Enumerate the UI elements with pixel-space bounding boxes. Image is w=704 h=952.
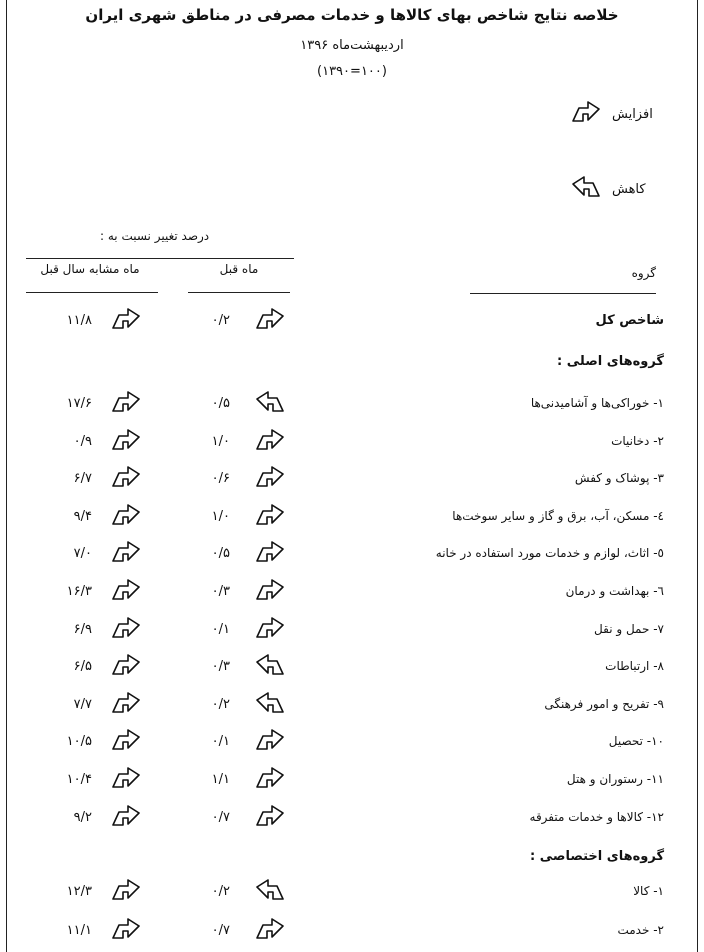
prev-month-value-main-2: ۱/۰: [211, 433, 230, 449]
prev-month-value-main-4: ۱/۰: [211, 508, 230, 524]
row-label-main-5: ٥- اثاث، لوازم و خدمات مورد استفاده در خانه: [435, 546, 664, 561]
prev-year-value-main-2: ۰/۹: [73, 433, 92, 449]
legend-decrease-label: کاهش: [612, 181, 646, 197]
prev-month-value-main-7: ۰/۱: [211, 621, 230, 637]
row-label-main-7: ۷- حمل و نقل: [594, 621, 664, 636]
prev-month-value-special-1: ۰/۲: [211, 884, 230, 899]
prev-month-main-6-increase-arrow-icon: [254, 578, 286, 602]
prev-year-main-8-increase-arrow-icon: [110, 653, 142, 677]
col-prev-month-underline: [188, 292, 290, 293]
document-title: خلاصه نتایج شاخص بهای کالاها و خدمات مصرفی در مناطق شهری ایران: [85, 6, 619, 24]
row-label-total: شاخص کل: [595, 313, 664, 328]
row-label-special-1: ۱- کالا: [633, 884, 664, 898]
row-label-special-2: ۲- خدمت: [617, 923, 664, 937]
col-header-prev-month: ماه قبل: [219, 262, 259, 276]
prev-year-value-main-10: ۱۰/۵: [66, 734, 92, 750]
row-label-main-6: ٦- بهداشت و درمان: [565, 584, 664, 598]
prev-year-value-special-2: ۱۱/۱: [66, 923, 92, 938]
prev-month-value-main-5: ۰/۵: [211, 546, 230, 562]
row-label-main-8: ۸- ارتباطات: [605, 659, 664, 674]
prev-month-value-main-8: ۰/۳: [211, 659, 230, 675]
prev-month-main-7-increase-arrow-icon: [254, 616, 286, 640]
row-label-main-11: ۱۱- رستوران و هتل: [566, 772, 664, 786]
prev-month-main-1-decrease-arrow-icon: [254, 390, 286, 414]
prev-month-special-1-decrease-arrow-icon: [254, 878, 286, 902]
group-header: گروه: [631, 266, 656, 280]
row-label-main-2: ۲- دخانیات: [611, 433, 664, 448]
prev-month-value-main-9: ۰/۲: [211, 696, 230, 712]
increase-arrow-icon: [570, 100, 602, 128]
prev-year-main-1-increase-arrow-icon: [110, 390, 142, 414]
change-note: درصد تغییر نسبت به :: [100, 229, 210, 243]
note-underline: [26, 258, 294, 259]
prev-year-value-main-8: ۶/۵: [73, 659, 92, 675]
prev-month-main-3-increase-arrow-icon: [254, 465, 286, 489]
prev-month-main-4-increase-arrow-icon: [254, 503, 286, 527]
row-label-main-4: ٤- مسکن، آب، برق و گاز و سایر سوخت‌ها: [452, 508, 664, 523]
row-label-main-10: ۱۰- تحصیل: [608, 734, 664, 749]
section-heading-main: گروه‌های اصلی :: [557, 354, 664, 369]
prev-year-value-main-12: ۹/۲: [73, 809, 92, 825]
prev-month-main-5-increase-arrow-icon: [254, 540, 286, 564]
decrease-arrow-icon: [570, 175, 602, 203]
col-header-prev-year: ماه مشابه سال قبل: [40, 262, 140, 276]
prev-year-special-1-increase-arrow-icon: [110, 878, 142, 902]
col-prev-year-underline: [26, 292, 158, 293]
legend-increase-label: افزایش: [612, 106, 653, 122]
prev-month-total-increase-arrow-icon: [254, 307, 286, 331]
prev-month-main-11-increase-arrow-icon: [254, 766, 286, 790]
prev-year-value-main-9: ۷/۷: [73, 696, 92, 712]
prev-year-value-total: ۱۱/۸: [66, 313, 92, 328]
row-label-main-3: ۳- پوشاک و کفش: [574, 471, 664, 486]
prev-year-main-4-increase-arrow-icon: [110, 503, 142, 527]
section-heading-special: گروه‌های اختصاصی :: [530, 849, 664, 864]
prev-year-main-6-increase-arrow-icon: [110, 578, 142, 602]
report-period: اردیبهشت‌ماه ۱۳۹۶: [300, 38, 404, 53]
prev-year-main-5-increase-arrow-icon: [110, 540, 142, 564]
prev-year-main-12-increase-arrow-icon: [110, 804, 142, 828]
prev-year-main-10-increase-arrow-icon: [110, 728, 142, 752]
prev-year-value-main-6: ۱۶/۳: [66, 584, 92, 599]
prev-year-special-2-increase-arrow-icon: [110, 917, 142, 941]
prev-year-value-main-4: ۹/۴: [73, 508, 92, 524]
prev-year-main-3-increase-arrow-icon: [110, 465, 142, 489]
prev-year-value-main-11: ۱۰/۴: [66, 772, 92, 787]
prev-month-value-main-11: ۱/۱: [211, 772, 230, 787]
page-border-left: [6, 0, 7, 952]
prev-year-main-9-increase-arrow-icon: [110, 691, 142, 715]
prev-month-main-8-decrease-arrow-icon: [254, 653, 286, 677]
legend-decrease: [570, 175, 646, 203]
row-label-main-12: ۱۲- کالاها و خدمات متفرقه: [529, 809, 664, 824]
prev-year-value-main-3: ۶/۷: [73, 471, 92, 487]
page-border-right: [697, 0, 698, 952]
prev-month-value-main-6: ۰/۳: [211, 584, 230, 599]
legend-increase: [570, 100, 653, 128]
prev-month-main-10-increase-arrow-icon: [254, 728, 286, 752]
prev-month-value-main-10: ۰/۱: [211, 734, 230, 750]
prev-year-value-main-1: ۱۷/۶: [66, 396, 92, 411]
group-header-underline: [470, 293, 656, 294]
prev-year-value-main-5: ۷/۰: [73, 546, 92, 562]
prev-year-main-7-increase-arrow-icon: [110, 616, 142, 640]
prev-year-total-increase-arrow-icon: [110, 307, 142, 331]
prev-month-main-9-decrease-arrow-icon: [254, 691, 286, 715]
row-label-main-9: ۹- تفریح و امور فرهنگی: [544, 696, 664, 711]
prev-year-value-special-1: ۱۲/۳: [66, 884, 92, 899]
prev-year-value-main-7: ۶/۹: [73, 621, 92, 637]
base-year-note: (۱۰۰=۱۳۹۰): [317, 64, 387, 79]
prev-month-value-main-3: ۰/۶: [211, 471, 230, 487]
prev-month-main-12-increase-arrow-icon: [254, 804, 286, 828]
prev-month-value-special-2: ۰/۷: [211, 923, 230, 938]
row-label-main-1: ۱- خوراکی‌ها و آشامیدنی‌ها: [530, 396, 664, 410]
prev-month-special-2-increase-arrow-icon: [254, 917, 286, 941]
prev-month-value-main-12: ۰/۷: [211, 809, 230, 825]
prev-year-main-2-increase-arrow-icon: [110, 428, 142, 452]
prev-year-main-11-increase-arrow-icon: [110, 766, 142, 790]
prev-month-value-main-1: ۰/۵: [211, 396, 230, 411]
prev-month-value-total: ۰/۲: [211, 313, 230, 328]
prev-month-main-2-increase-arrow-icon: [254, 428, 286, 452]
